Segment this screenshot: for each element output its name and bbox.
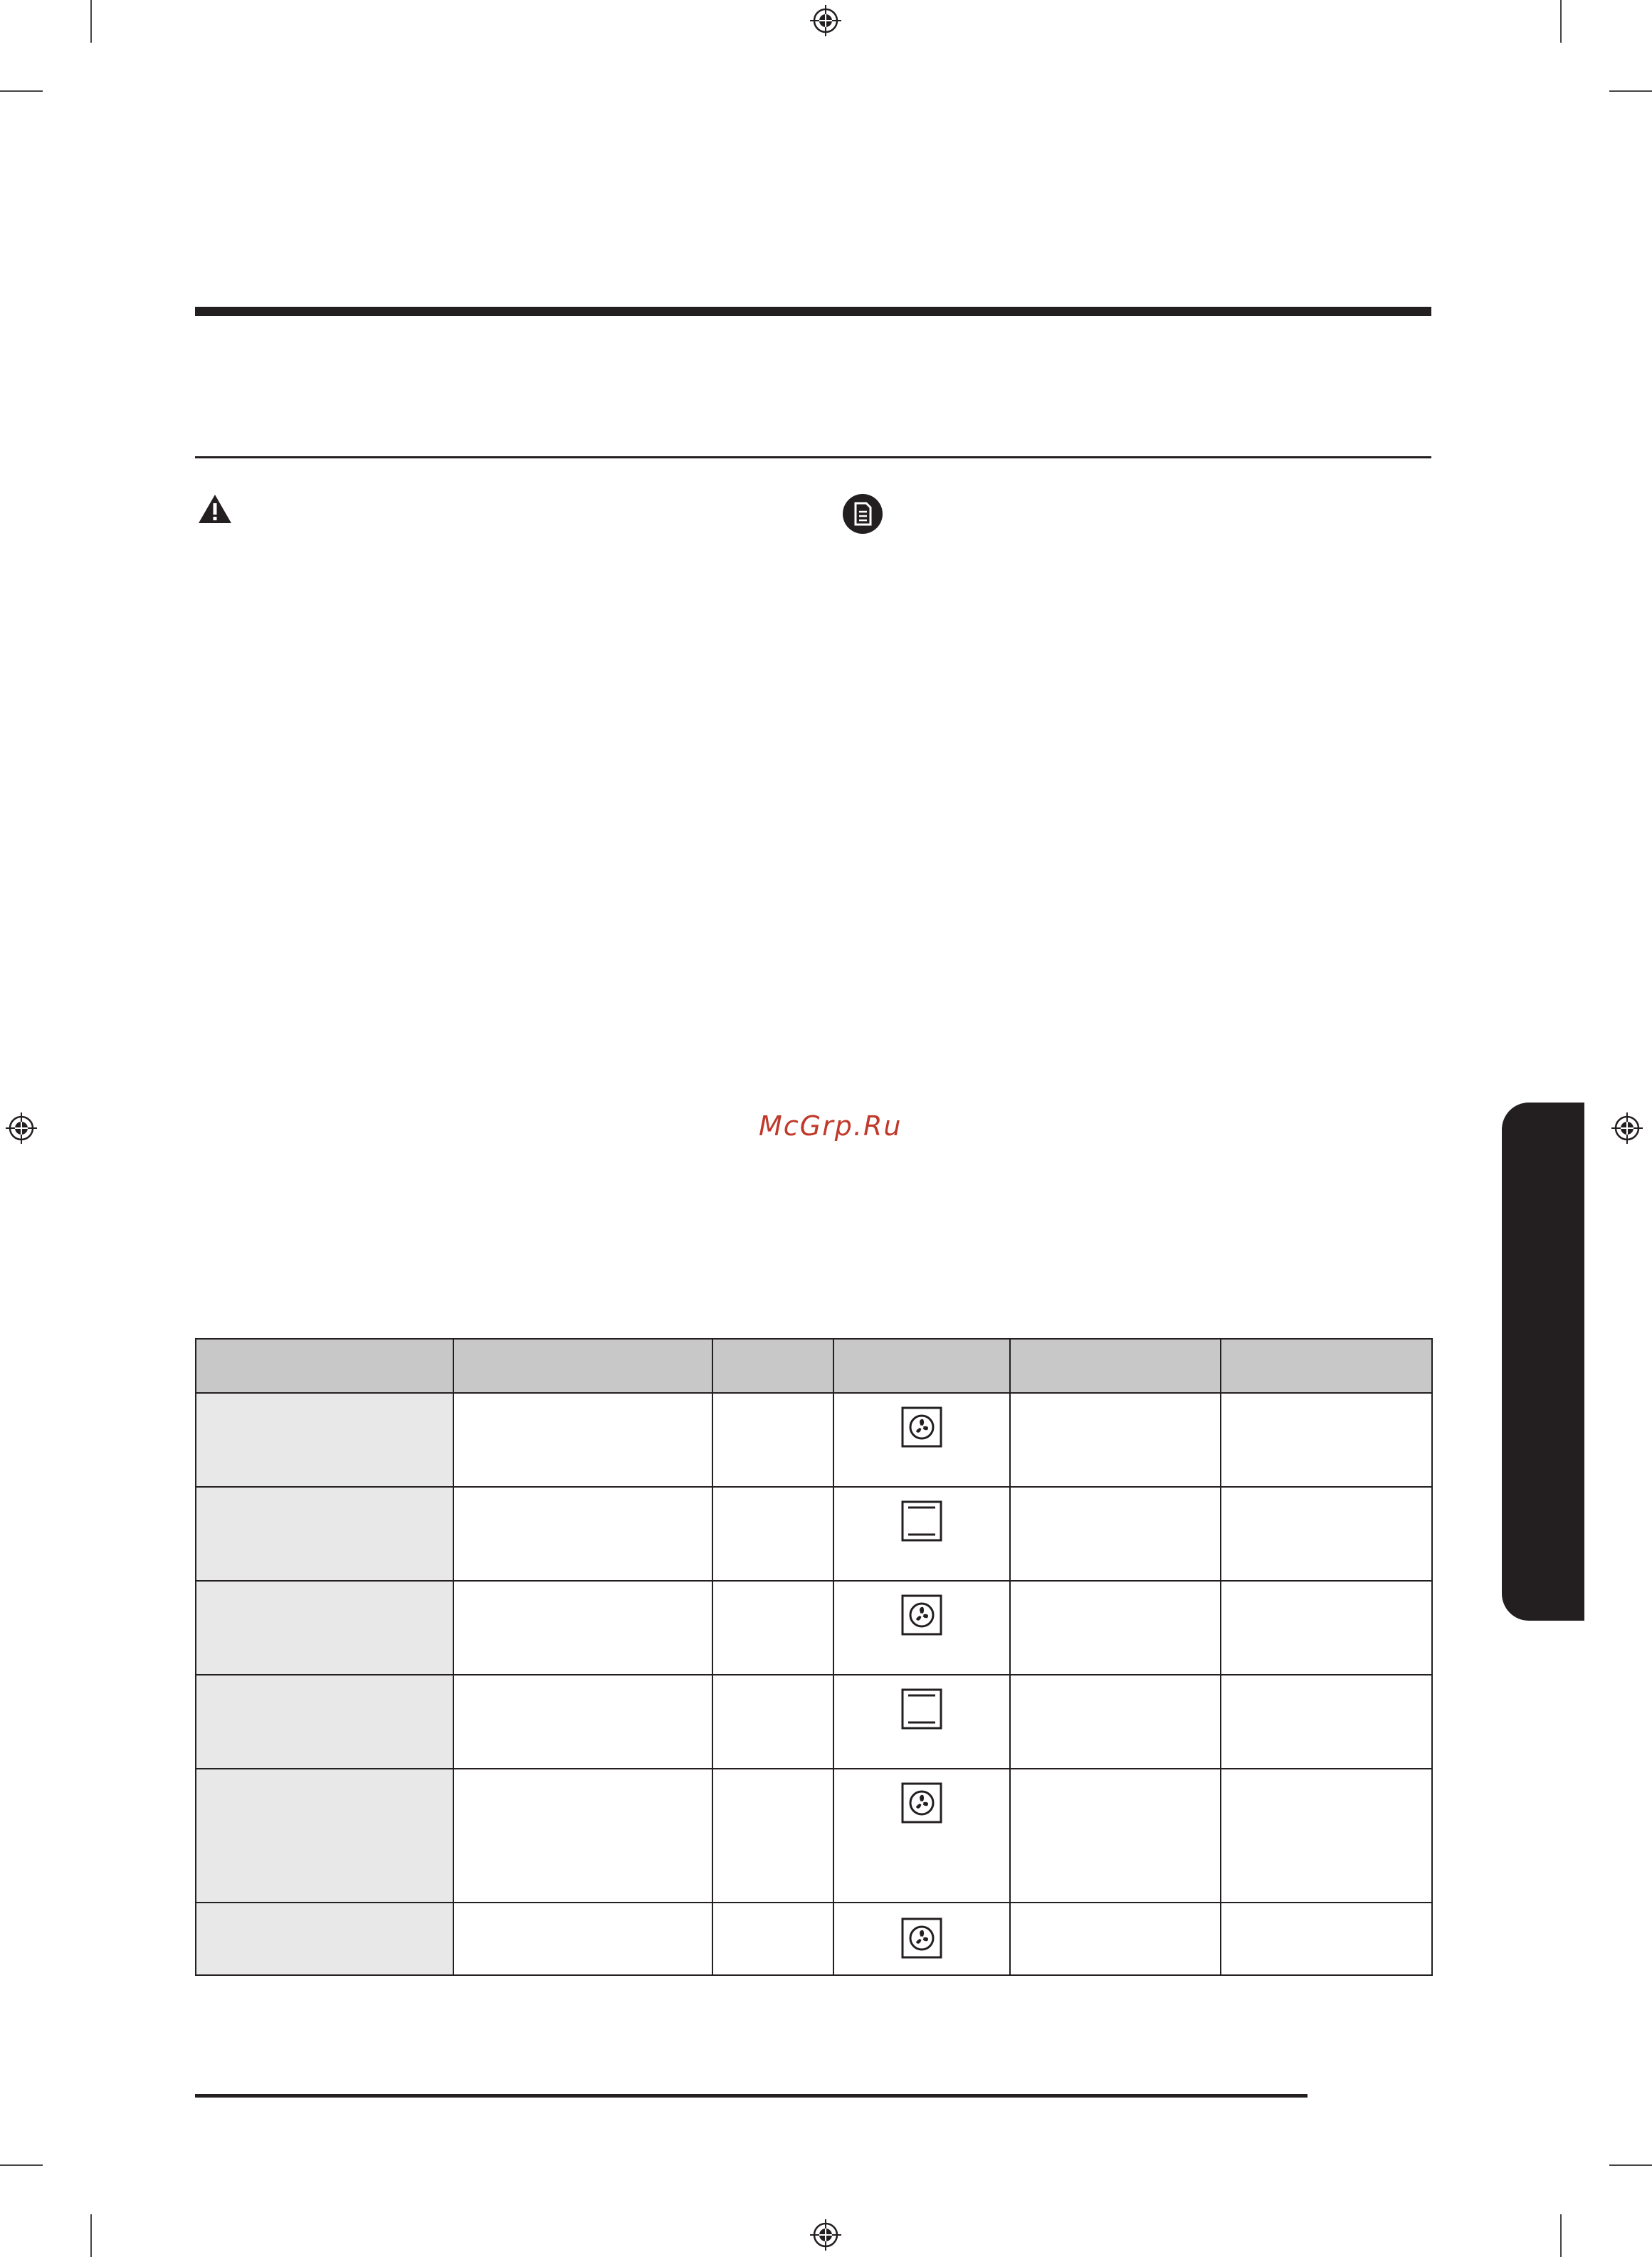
crop-mark-top-left-v [90,0,92,43]
registration-mark-icon [810,2219,841,2251]
table-header-cell [833,1339,1010,1393]
table-cell [1221,1769,1432,1903]
table-cell-mode [833,1393,1010,1487]
table-cell [1221,1393,1432,1487]
table-cell [453,1675,712,1769]
watermark-text: McGrp.Ru [759,1110,903,1142]
table-cell [1221,1903,1432,1975]
table-cell [712,1487,833,1581]
registration-mark-icon [810,5,841,36]
table-cell [1010,1675,1221,1769]
table-cell [712,1675,833,1769]
crop-mark-bottom-left-v [90,2214,92,2257]
crop-mark-top-right-h [1609,90,1652,92]
table-cell [712,1903,833,1975]
note-document-icon [842,493,883,535]
convection-fan-icon [901,1594,942,1636]
top-bottom-heat-icon [901,1500,942,1542]
table-header-cell [1010,1339,1221,1393]
chapter-side-tab [1502,1103,1584,1621]
table-cell [453,1487,712,1581]
registration-mark-icon [6,1112,37,1144]
table-row [196,1769,1432,1903]
crop-mark-bottom-right-h [1609,2164,1652,2166]
registration-mark-icon [1611,1112,1643,1144]
table-cell-food [196,1903,453,1975]
table-row [196,1903,1432,1975]
table-cell-food [196,1393,453,1487]
table-header-cell [1221,1339,1432,1393]
table-row [196,1487,1432,1581]
convection-fan-icon [901,1782,942,1824]
table-cell-mode [833,1769,1010,1903]
table-cell [1010,1903,1221,1975]
crop-mark-top-left-h [0,90,43,92]
table-cell [1010,1393,1221,1487]
table-cell [1010,1581,1221,1675]
table-cell [1221,1487,1432,1581]
crop-mark-bottom-left-h [0,2164,43,2166]
crop-mark-top-right-v [1560,0,1562,43]
table-row [196,1581,1432,1675]
cooking-settings-table [195,1338,1433,1976]
section-top-rule [195,307,1431,316]
table-cell-food [196,1675,453,1769]
table-header-cell [196,1339,453,1393]
table-row [196,1393,1432,1487]
footer-rule [195,2094,1308,2098]
table-cell [1221,1675,1432,1769]
table-cell [1010,1487,1221,1581]
table-cell [453,1769,712,1903]
table-cell [1010,1769,1221,1903]
table-cell-mode [833,1903,1010,1975]
table-cell-food [196,1769,453,1903]
table-cell [712,1393,833,1487]
crop-mark-bottom-right-v [1560,2214,1562,2257]
table-cell [712,1769,833,1903]
table-header-cell [453,1339,712,1393]
table-cell-mode [833,1675,1010,1769]
warning-triangle-icon [197,493,233,525]
section-divider-rule [195,456,1431,458]
table-cell [453,1581,712,1675]
table-cell [712,1581,833,1675]
table-cell-food [196,1487,453,1581]
table-cell-food [196,1581,453,1675]
table-cell [453,1393,712,1487]
table-cell [453,1903,712,1975]
top-bottom-heat-icon [901,1688,942,1730]
table-row [196,1675,1432,1769]
convection-fan-icon [901,1917,942,1959]
table-cell-mode [833,1487,1010,1581]
convection-fan-icon [901,1406,942,1448]
table-header-cell [712,1339,833,1393]
table-header-row [196,1339,1432,1393]
table-cell-mode [833,1581,1010,1675]
table-cell [1221,1581,1432,1675]
